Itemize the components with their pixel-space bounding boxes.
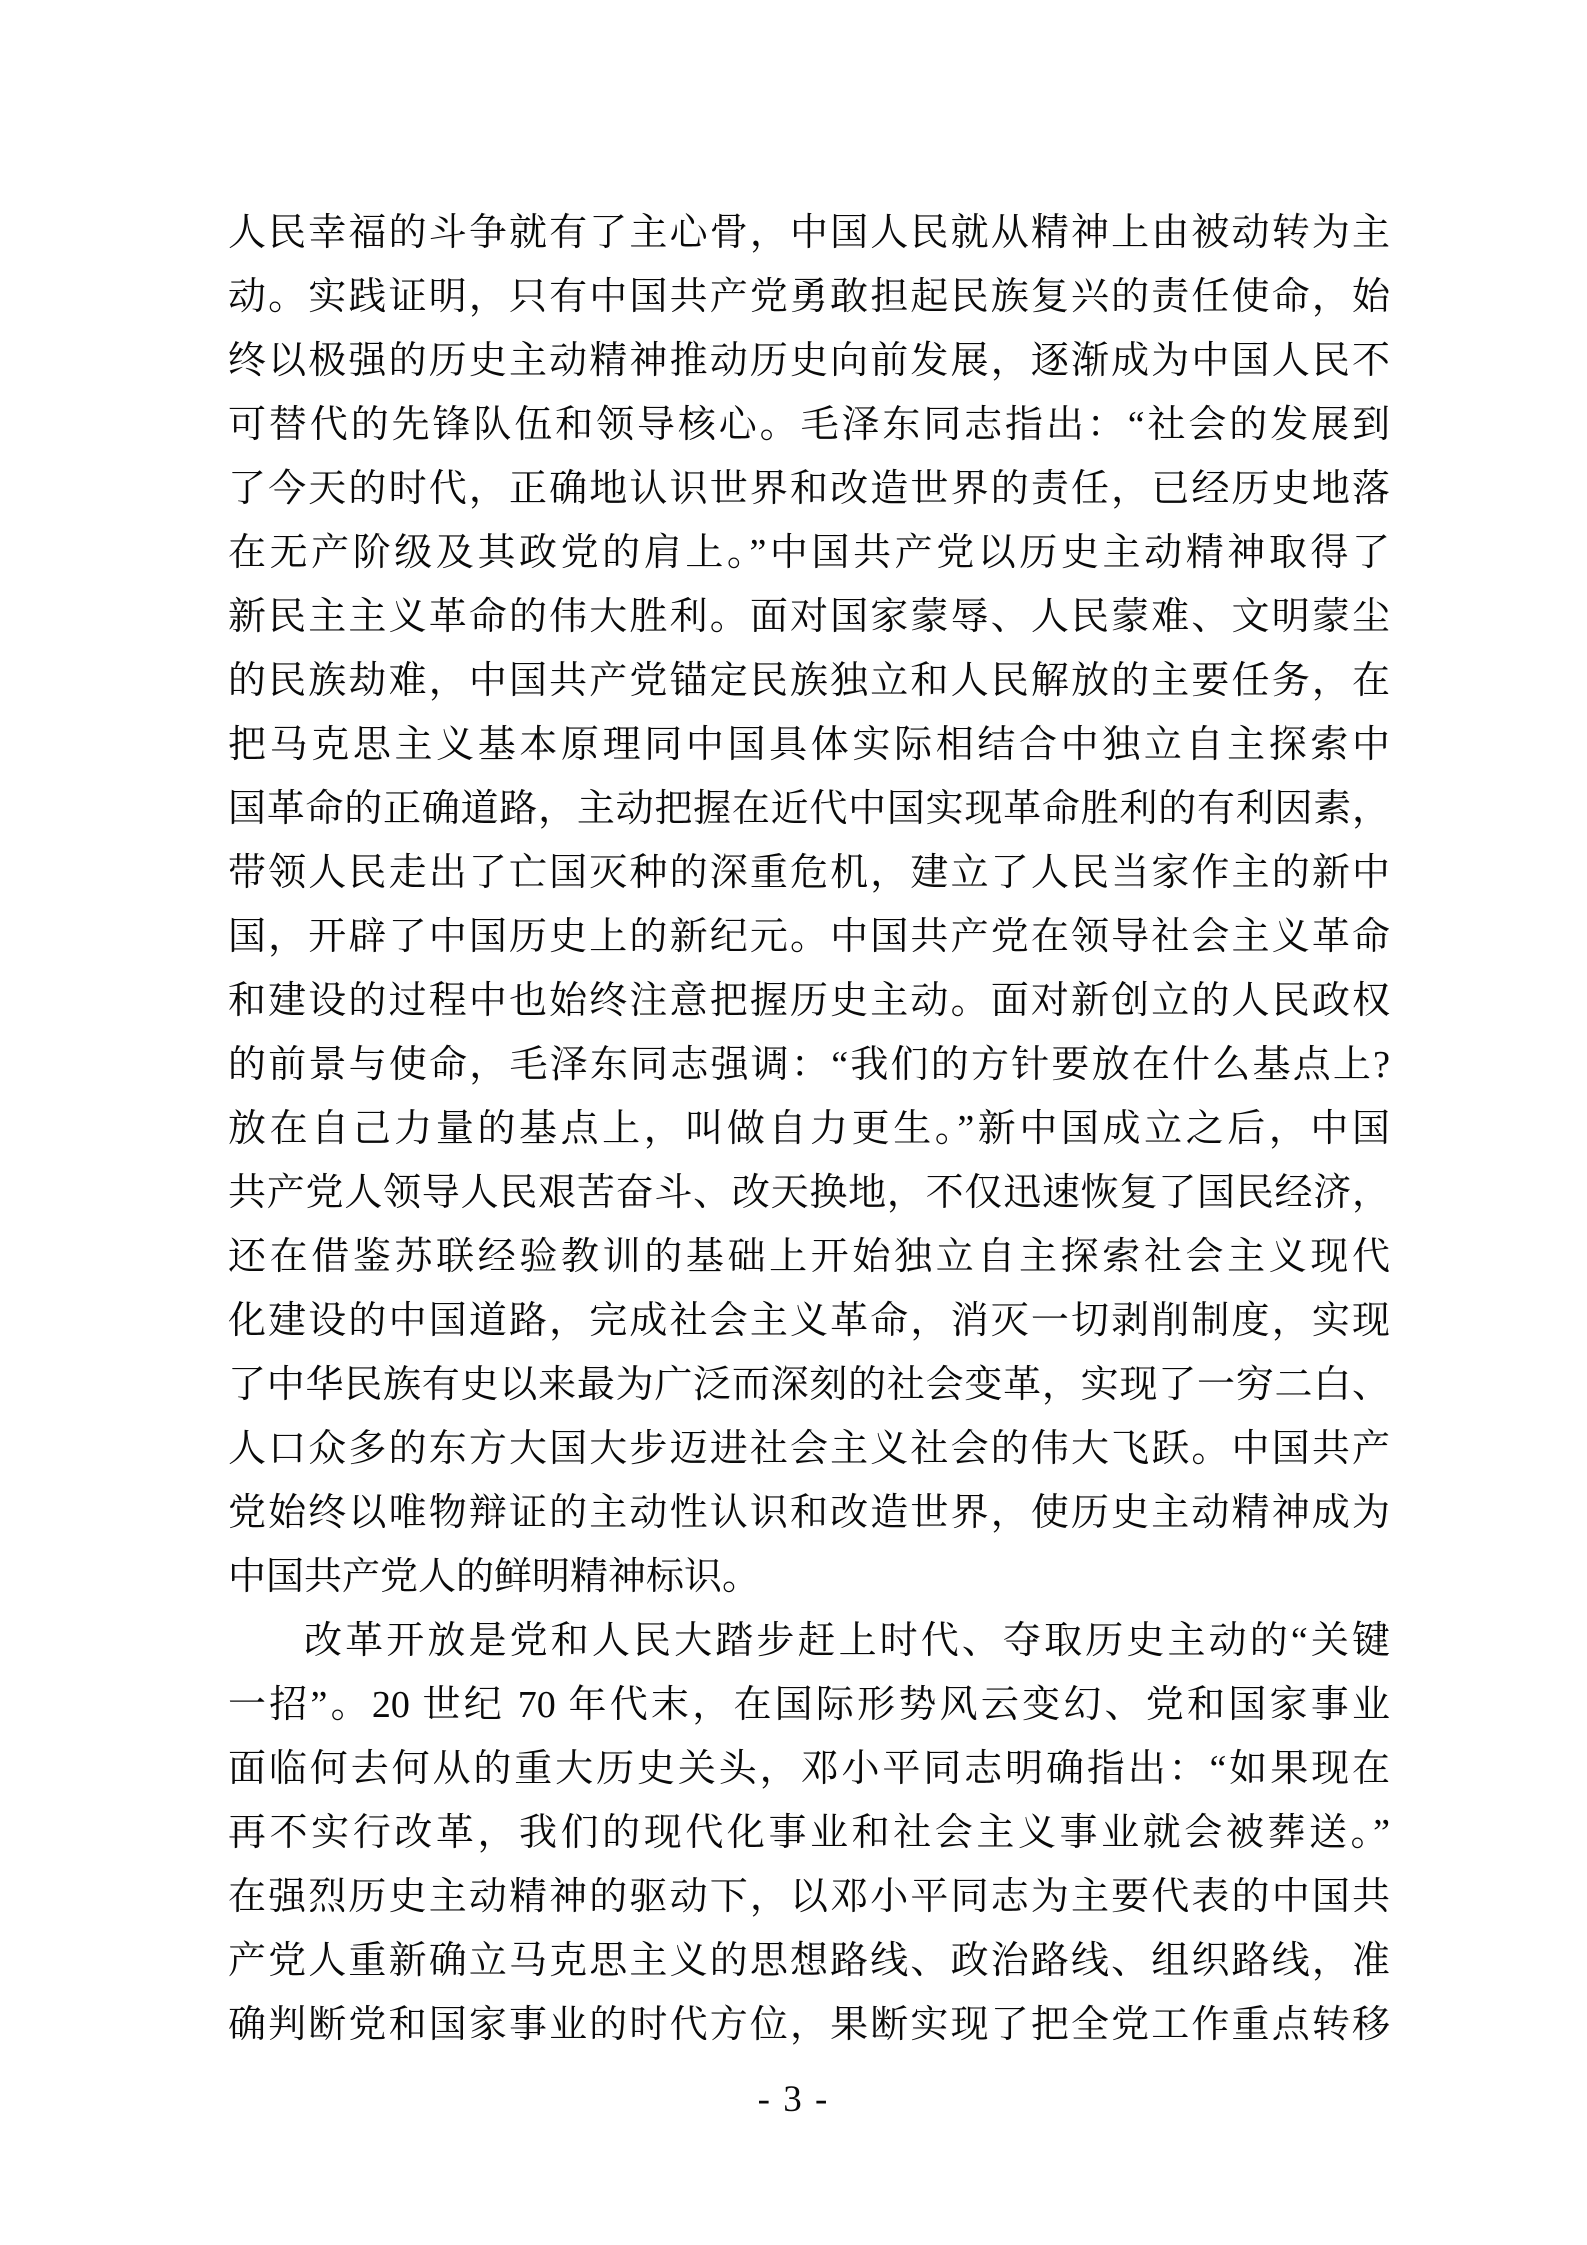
- text-line: 人民幸福的斗争就有了主心骨，中国人民就从精神上由被动转为主: [228, 212, 1390, 254]
- text-line: 还在借鉴苏联经验教训的基础上开始独立自主探索社会主义现代: [228, 1236, 1390, 1278]
- text-line: 人口众多的东方大国大步迈进社会主义社会的伟大飞跃。中国共产: [228, 1428, 1390, 1470]
- text-line: 化建设的中国道路，完成社会主义革命，消灭一切剥削制度，实现: [228, 1300, 1390, 1342]
- text-line: 和建设的过程中也始终注意把握历史主动。面对新创立的人民政权: [228, 980, 1390, 1022]
- text-line: 终以极强的历史主动精神推动历史向前发展，逐渐成为中国人民不: [228, 340, 1390, 382]
- text-line: 在无产阶级及其政党的肩上。”中国共产党以历史主动精神取得了: [228, 532, 1390, 574]
- page-number: - 3 -: [757, 2079, 830, 2120]
- text-line: 一招”。20 世纪 70 年代末，在国际形势风云变幻、党和国家事业: [228, 1684, 1390, 1726]
- text-line: 的前景与使命，毛泽东同志强调：“我们的方针要放在什么基点上?: [228, 1044, 1390, 1086]
- text-line: 可替代的先锋队伍和领导核心。毛泽东同志指出：“社会的发展到: [228, 404, 1390, 446]
- text-line: 共产党人领导人民艰苦奋斗、改天换地，不仅迅速恢复了国民经济，: [228, 1172, 1390, 1214]
- text-line: 改革开放是党和人民大踏步赶上时代、夺取历史主动的“关键: [304, 1620, 1390, 1662]
- text-line: 产党人重新确立马克思主义的思想路线、政治路线、组织路线，准: [228, 1940, 1390, 1982]
- text-line: 再不实行改革，我们的现代化事业和社会主义事业就会被葬送。”: [228, 1812, 1390, 1854]
- text-line: 确判断党和国家事业的时代方位，果断实现了把全党工作重点转移: [228, 2004, 1390, 2046]
- text-line: 新民主主义革命的伟大胜利。面对国家蒙辱、人民蒙难、文明蒙尘: [228, 596, 1390, 638]
- text-line: 带领人民走出了亡国灭种的深重危机，建立了人民当家作主的新中: [228, 852, 1390, 894]
- text-line: 中国共产党人的鲜明精神标识。: [228, 1556, 761, 1598]
- text-line: 面临何去何从的重大历史关头，邓小平同志明确指出：“如果现在: [228, 1748, 1390, 1790]
- text-line: 动。实践证明，只有中国共产党勇敢担起民族复兴的责任使命，始: [228, 276, 1390, 318]
- text-line: 放在自己力量的基点上，叫做自力更生。”新中国成立之后，中国: [228, 1108, 1390, 1150]
- text-line: 把马克思主义基本原理同中国具体实际相结合中独立自主探索中: [228, 724, 1390, 766]
- text-line: 在强烈历史主动精神的驱动下，以邓小平同志为主要代表的中国共: [228, 1876, 1390, 1918]
- text-block: [228, 201, 1390, 2057]
- page-footer: [0, 2076, 1587, 2124]
- text-line: 国，开辟了中国历史上的新纪元。中国共产党在领导社会主义革命: [228, 916, 1390, 958]
- text-line: 国革命的正确道路，主动把握在近代中国实现革命胜利的有利因素，: [228, 788, 1390, 830]
- text-line: 了中华民族有史以来最为广泛而深刻的社会变革，实现了一穷二白、: [228, 1364, 1390, 1406]
- text-line: 的民族劫难，中国共产党锚定民族独立和人民解放的主要任务，在: [228, 660, 1390, 702]
- text-line: 了今天的时代，正确地认识世界和改造世界的责任，已经历史地落: [228, 468, 1390, 510]
- text-line: 党始终以唯物辩证的主动性认识和改造世界，使历史主动精神成为: [228, 1492, 1390, 1534]
